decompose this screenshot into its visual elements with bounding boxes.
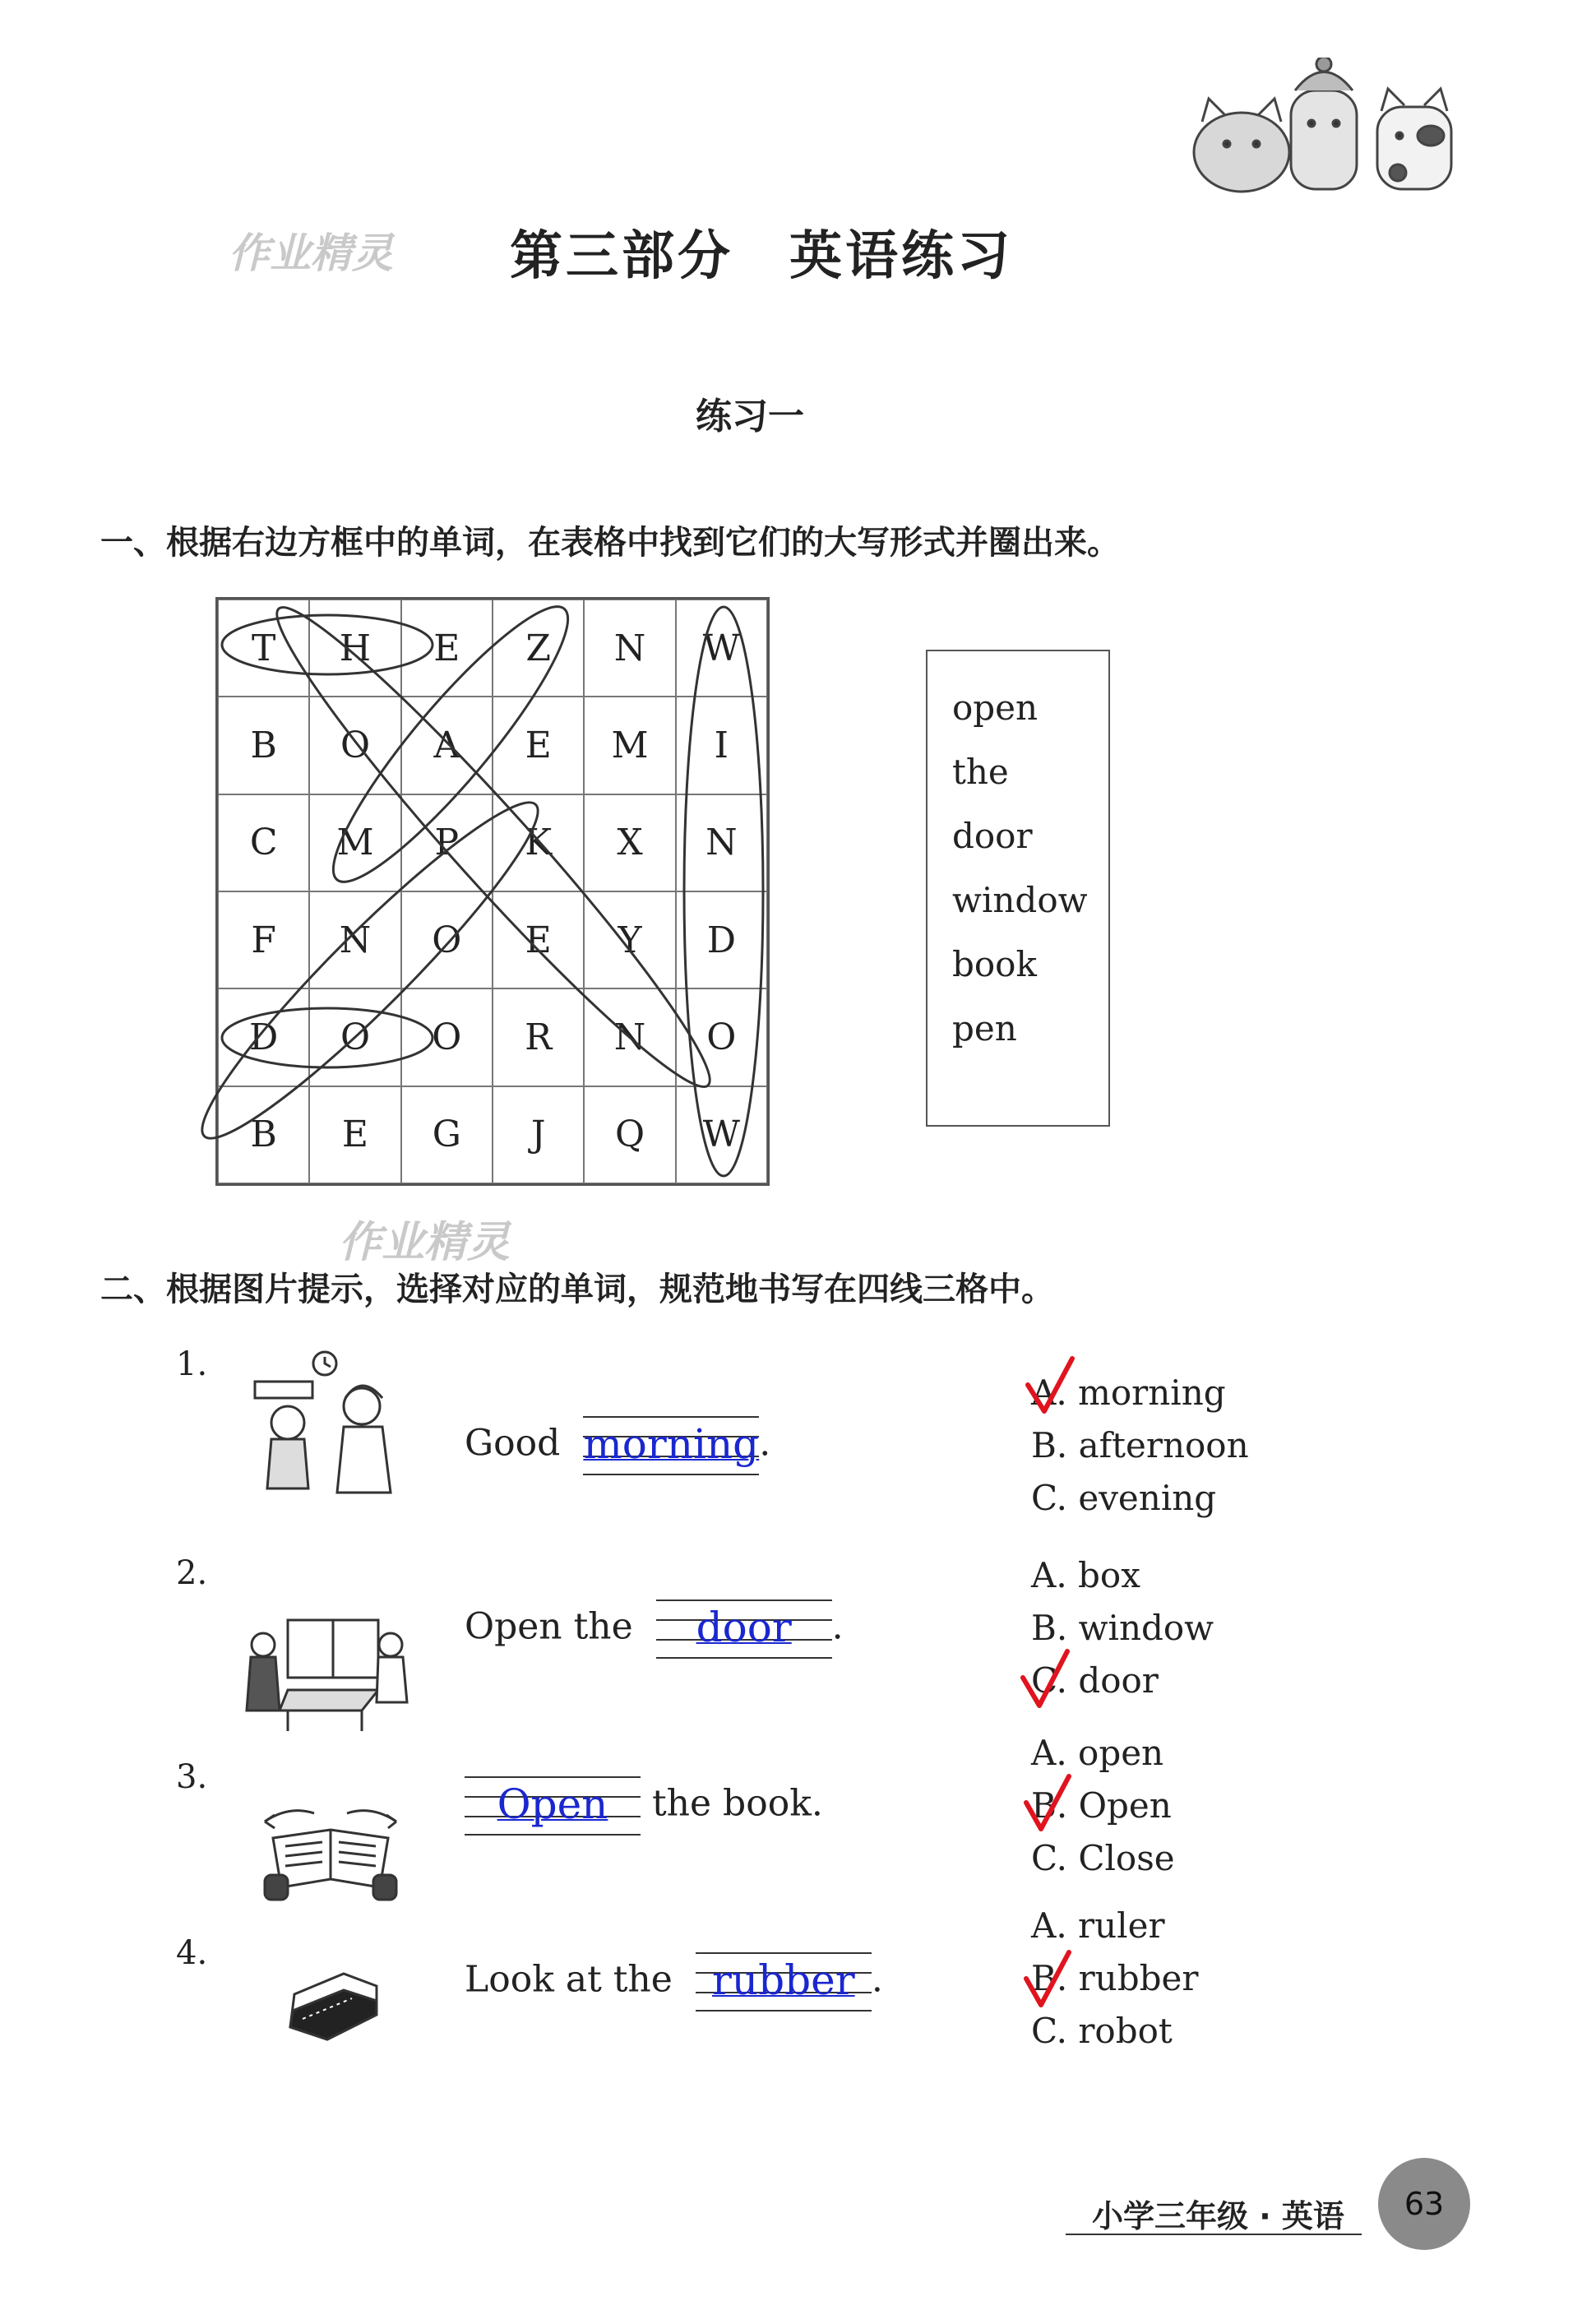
grid-cell[interactable]: Q xyxy=(584,1086,675,1183)
grid-cell[interactable]: W xyxy=(676,600,767,697)
sentence-text-after: . xyxy=(759,1422,771,1465)
sentence-text-after: . xyxy=(831,1605,844,1648)
grid-cell[interactable]: G xyxy=(401,1086,493,1183)
grid-cell[interactable]: M xyxy=(309,794,400,891)
sentence-text-after: the book. xyxy=(652,1782,823,1825)
grid-cell[interactable]: C xyxy=(218,794,309,891)
grid-cell[interactable]: O xyxy=(676,988,767,1086)
grid-cell[interactable]: E xyxy=(493,891,584,988)
word-list-item: the xyxy=(952,752,1009,792)
question-sentence xyxy=(465,1776,823,1836)
option-c[interactable]: C. Close xyxy=(1031,1838,1175,1878)
options-list xyxy=(1031,1549,1214,1707)
option-b[interactable]: B. Open xyxy=(1031,1785,1172,1826)
grid-cell[interactable]: O xyxy=(309,697,400,794)
grid-cell[interactable]: Y xyxy=(584,891,675,988)
option-a[interactable]: A. ruler xyxy=(1031,1905,1165,1946)
section-2-heading: 二、根据图片提示，选择对应的单词，规范地书写在四线三格中。 xyxy=(100,1271,1054,1308)
grid-cell[interactable]: B xyxy=(218,697,309,794)
page-number: 63 xyxy=(1378,2158,1470,2250)
options-list xyxy=(1031,1900,1198,2058)
header-watermark: 作业精灵 xyxy=(229,229,393,277)
classroom-door-illustration xyxy=(238,1612,428,1735)
question-number: 1. xyxy=(176,1345,208,1383)
word-search-grid xyxy=(215,597,770,1186)
word-list-item: door xyxy=(952,816,1033,856)
grid-cell[interactable]: D xyxy=(676,891,767,988)
option-c[interactable]: C. robot xyxy=(1031,2011,1173,2051)
option-a[interactable]: A. open xyxy=(1031,1733,1164,1773)
grid-watermark: 作业精灵 xyxy=(339,1218,511,1267)
grid-cell[interactable]: N xyxy=(309,891,400,988)
option-b[interactable]: B. afternoon xyxy=(1031,1425,1249,1465)
grid-cell[interactable]: I xyxy=(676,697,767,794)
grid-cell[interactable]: O xyxy=(401,988,493,1086)
written-answer: morning xyxy=(583,1420,760,1468)
cats-illustration xyxy=(1184,58,1480,197)
grid-cell[interactable]: F xyxy=(218,891,309,988)
word-list-item: open xyxy=(952,687,1039,728)
grid-cell[interactable]: K xyxy=(493,794,584,891)
open-book-illustration xyxy=(257,1797,405,1904)
grid-cell[interactable]: O xyxy=(401,891,493,988)
sentence-text-before: Good xyxy=(465,1422,561,1465)
grid-cell[interactable]: J xyxy=(493,1086,584,1183)
answer-blank[interactable] xyxy=(696,1952,872,2012)
answer-blank[interactable] xyxy=(656,1599,832,1659)
rubber-illustration xyxy=(278,1961,385,2052)
page-title: 第三部分 英语练习 xyxy=(510,226,1013,287)
written-answer: rubber xyxy=(712,1956,855,2004)
grid-cell[interactable]: A xyxy=(401,697,493,794)
grid-cell[interactable]: W xyxy=(676,1086,767,1183)
option-c[interactable]: C. evening xyxy=(1031,1478,1217,1518)
grid-cell[interactable]: T xyxy=(218,600,309,697)
footer-rule xyxy=(1066,2234,1362,2235)
question-sentence xyxy=(465,1599,844,1659)
word-list-item: pen xyxy=(952,1008,1017,1049)
option-a[interactable]: A. box xyxy=(1031,1555,1140,1595)
grid-cell[interactable]: E xyxy=(309,1086,400,1183)
word-list-item: window xyxy=(952,880,1088,920)
grid-cell[interactable]: Z xyxy=(493,600,584,697)
written-answer: door xyxy=(696,1604,792,1651)
question-number: 4. xyxy=(176,1934,208,1972)
word-list-item: book xyxy=(952,944,1037,984)
grid-cell[interactable]: M xyxy=(584,697,675,794)
options-list xyxy=(1031,1727,1175,1885)
option-b[interactable]: B. rubber xyxy=(1031,1958,1199,1998)
grid-cell[interactable]: N xyxy=(584,600,675,697)
sentence-text-after: . xyxy=(871,1958,883,2001)
options-list xyxy=(1031,1367,1249,1525)
option-c[interactable]: C. door xyxy=(1031,1660,1159,1701)
greeting-illustration xyxy=(247,1349,411,1497)
answer-blank[interactable] xyxy=(583,1416,759,1475)
section-1-heading: 一、根据右边方框中的单词，在表格中找到它们的大写形式并圈出来。 xyxy=(100,524,1120,562)
option-a[interactable]: A. morning xyxy=(1031,1373,1226,1413)
grid-cell[interactable]: O xyxy=(309,988,400,1086)
written-answer: Open xyxy=(497,1780,608,1828)
question-sentence xyxy=(465,1416,770,1475)
grid-cell[interactable]: N xyxy=(676,794,767,891)
answer-blank[interactable] xyxy=(465,1776,641,1836)
grid-cell[interactable]: B xyxy=(218,1086,309,1183)
option-b[interactable]: B. window xyxy=(1031,1608,1214,1648)
grid-cell[interactable]: P xyxy=(401,794,493,891)
question-sentence xyxy=(465,1952,883,2012)
grid-cell[interactable]: X xyxy=(584,794,675,891)
grid-cell[interactable]: D xyxy=(218,988,309,1086)
grid-cell[interactable]: H xyxy=(309,600,400,697)
exercise-title: 练习一 xyxy=(696,396,804,437)
footer-label: 小学三年级 · 英语 xyxy=(1092,2198,1344,2234)
question-number: 3. xyxy=(176,1758,208,1796)
grid-cell[interactable]: N xyxy=(584,988,675,1086)
sentence-text-before: Open the xyxy=(465,1605,633,1648)
grid-cell[interactable]: E xyxy=(401,600,493,697)
question-number: 2. xyxy=(176,1554,208,1592)
word-list-box xyxy=(926,650,1110,1127)
grid-cell[interactable]: E xyxy=(493,697,584,794)
sentence-text-before: Look at the xyxy=(465,1958,673,2001)
grid-cell[interactable]: R xyxy=(493,988,584,1086)
